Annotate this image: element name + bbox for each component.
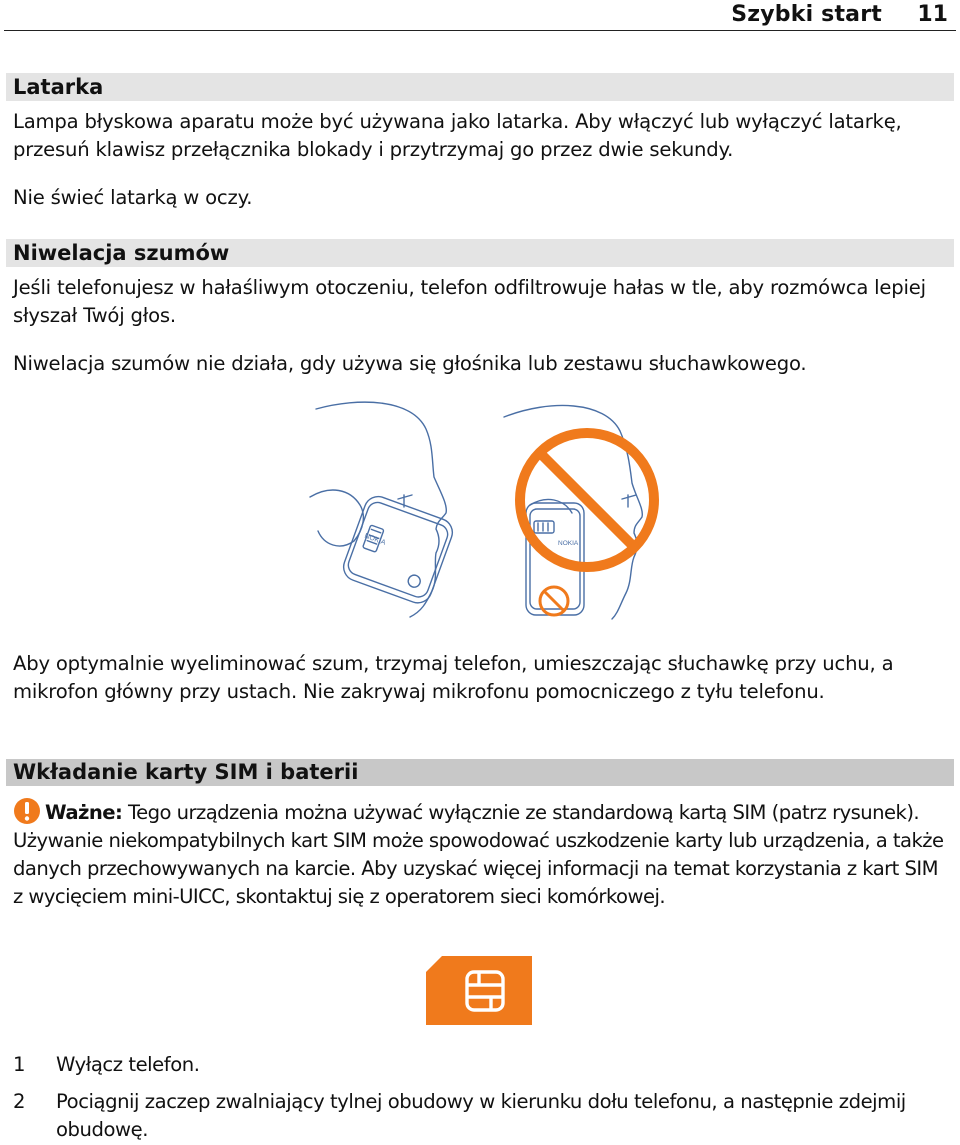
section-heading-flashlight: Latarka bbox=[6, 73, 954, 101]
section-heading-noise: Niwelacja szumów bbox=[6, 239, 954, 267]
exclamation-warning-icon bbox=[13, 797, 41, 825]
step-text: Wyłącz telefon. bbox=[56, 1053, 200, 1076]
running-header-title: Szybki start bbox=[731, 2, 882, 27]
noise-paragraph: Jeśli telefonujesz w hałaśliwym otoczeniu, telefon odfiltrowuje hałas w tle, aby rozmówca lepiej słyszał Twój głos. bbox=[13, 276, 926, 327]
noise-holding-instructions: Aby optymalnie wyeliminować szum, trzymaj telefon, umieszczając słuchawkę przy uchu, a mikrofon główny przy ustach. Nie zakrywaj mikrofonu pomocniczego z tyłu telefonu. bbox=[13, 652, 894, 703]
list-item bbox=[13, 1088, 948, 1144]
flashlight-warning: Nie świeć latarką w oczy. bbox=[13, 186, 253, 209]
step-number: 1 bbox=[13, 1053, 26, 1076]
important-text: Tego urządzenia można używać wyłącznie ze standardową kartą SIM (patrz rysunek). Używanie niekompatybilnych kart SIM może spowodować uszkodzenie karty lub urządzenia, a także danych przechowywanych na karcie. Aby uzyskać więcej informacji na temat korzystania z kart SIM z wycięciem mini-UICC, skontaktuj się z operatorem sieci komórkowej. bbox=[13, 801, 944, 908]
phone-holding-illustration bbox=[300, 395, 680, 620]
no-sign-icon-small bbox=[540, 587, 568, 615]
list-item bbox=[13, 1051, 948, 1079]
phone-held-correctly bbox=[340, 493, 457, 607]
page-number: 11 bbox=[917, 2, 948, 27]
step-number: 2 bbox=[13, 1090, 26, 1113]
head-profile-correct bbox=[310, 402, 446, 617]
phone-brand-right: NOKIA bbox=[558, 540, 579, 547]
noise-limitation: Niwelacja szumów nie działa, gdy używa się głośnika lub zestawu słuchawkowego. bbox=[13, 352, 807, 375]
page-header bbox=[4, 0, 956, 31]
sim-important-note bbox=[13, 797, 944, 911]
sim-card-icon bbox=[426, 956, 532, 1025]
phone-brand-left: NOKIA bbox=[363, 532, 387, 547]
step-text: Pociągnij zaczep zwalniający tylnej obudowy w kierunku dołu telefonu, a następnie zdejmij obudowę. bbox=[56, 1090, 906, 1141]
important-label: Ważne: bbox=[45, 801, 123, 824]
flashlight-paragraph: Lampa błyskowa aparatu może być używana jako latarka. Aby włączyć lub wyłączyć latarkę, przesuń klawisz przełącznika blokady i przytrzymaj go przez dwie sekundy. bbox=[13, 110, 902, 161]
section-heading-sim: Wkładanie karty SIM i baterii bbox=[6, 759, 954, 786]
